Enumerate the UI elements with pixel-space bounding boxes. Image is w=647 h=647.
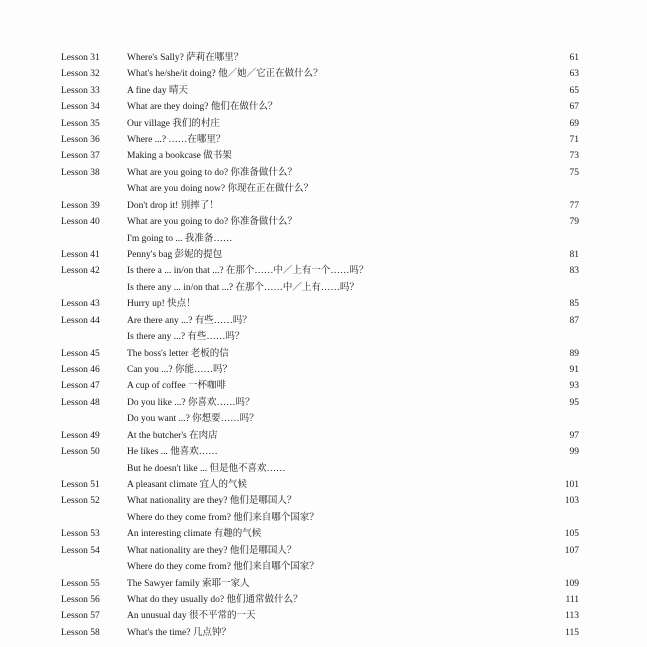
lesson-title: What are you doing now? 你现在正在做什么？ — [127, 184, 314, 194]
lesson-title: A fine day 晴天 — [127, 86, 188, 96]
lesson-number: Lesson 31 — [61, 53, 100, 63]
lesson-title: Where do they come from? 他们来自哪个国家？ — [127, 562, 319, 572]
toc-row — [0, 527, 647, 541]
lesson-number: Lesson 49 — [61, 431, 100, 441]
page-number: 81 — [569, 250, 579, 260]
lesson-number: Lesson 54 — [61, 546, 100, 556]
lesson-title: Where do they come from? 他们来自哪个国家？ — [127, 513, 319, 523]
toc-row — [0, 544, 647, 558]
toc-row — [0, 429, 647, 443]
page-number: 71 — [569, 135, 579, 145]
page-number: 77 — [569, 201, 579, 211]
page-number: 105 — [564, 529, 579, 539]
lesson-number: Lesson 53 — [61, 529, 100, 539]
lesson-number: Lesson 47 — [61, 381, 100, 391]
page-number: 83 — [569, 266, 579, 276]
lesson-number: Lesson 34 — [61, 102, 100, 112]
toc-row — [0, 314, 647, 328]
lesson-number: Lesson 38 — [61, 168, 100, 178]
lesson-title: The boss's letter 老板的信 — [127, 349, 229, 359]
lesson-title: Can you ...? 你能……吗？ — [127, 365, 233, 375]
toc-row — [0, 347, 647, 361]
page-number: 67 — [569, 102, 579, 112]
lesson-title: What are they doing? 他们在做什么？ — [127, 102, 278, 112]
lesson-number: Lesson 33 — [61, 86, 100, 96]
lesson-number: Lesson 58 — [61, 628, 100, 638]
page-number: 111 — [565, 595, 579, 605]
lesson-number: Lesson 45 — [61, 349, 100, 359]
lesson-title: Don't drop it! 别摔了！ — [127, 201, 219, 211]
lesson-title: Is there a ... in/on that ...? 在那个……中／上有一个……吗？ — [127, 266, 369, 276]
toc-row — [0, 117, 647, 131]
toc-row — [0, 396, 647, 410]
toc-row — [0, 330, 647, 344]
page-number: 115 — [565, 628, 579, 638]
lesson-title: Is there any ... in/on that ...? 在那个……中／上有……吗？ — [127, 283, 359, 293]
toc-row — [0, 297, 647, 311]
toc-row — [0, 100, 647, 114]
toc-row — [0, 248, 647, 262]
page-number: 85 — [569, 299, 579, 309]
page-number: 103 — [564, 496, 579, 506]
toc-row — [0, 626, 647, 640]
page-number: 93 — [569, 381, 579, 391]
page-number: 95 — [569, 398, 579, 408]
page-number: 63 — [569, 69, 579, 79]
page-number: 65 — [569, 86, 579, 96]
toc-row — [0, 462, 647, 476]
toc-row — [0, 264, 647, 278]
page-number: 73 — [569, 151, 579, 161]
page-number: 101 — [564, 480, 579, 490]
page-number: 107 — [564, 546, 579, 556]
toc-row — [0, 84, 647, 98]
page-number: 109 — [564, 579, 579, 589]
toc-row — [0, 166, 647, 180]
lesson-number: Lesson 51 — [61, 480, 100, 490]
lesson-number: Lesson 57 — [61, 611, 100, 621]
lesson-number: Lesson 55 — [61, 579, 100, 589]
lesson-number: Lesson 42 — [61, 266, 100, 276]
toc-row — [0, 412, 647, 426]
toc-row — [0, 232, 647, 246]
lesson-title: What's he/she/it doing? 他／她／它正在做什么？ — [127, 69, 323, 79]
lesson-title: Do you like ...? 你喜欢……吗？ — [127, 398, 255, 408]
lesson-title: The Sawyer family 索耶一家人 — [127, 579, 250, 589]
lesson-title: What do they usually do? 他们通常做什么？ — [127, 595, 303, 605]
page-number: 75 — [569, 168, 579, 178]
lesson-title: He likes ... 他喜欢…… — [127, 447, 218, 457]
toc-row — [0, 494, 647, 508]
lesson-number: Lesson 43 — [61, 299, 100, 309]
lesson-number: Lesson 32 — [61, 69, 100, 79]
page-number: 61 — [569, 53, 579, 63]
page-number: 91 — [569, 365, 579, 375]
toc-row — [0, 133, 647, 147]
toc-row — [0, 149, 647, 163]
toc-row — [0, 199, 647, 213]
toc-row — [0, 560, 647, 574]
lesson-title: An unusual day 很不平常的一天 — [127, 611, 256, 621]
lesson-title: Where's Sally? 萨莉在哪里？ — [127, 53, 244, 63]
lesson-number: Lesson 52 — [61, 496, 100, 506]
lesson-title: A pleasant climate 宜人的气候 — [127, 480, 248, 490]
page-number: 69 — [569, 119, 579, 129]
lesson-title: A cup of coffee 一杯咖啡 — [127, 381, 227, 391]
lesson-number: Lesson 37 — [61, 151, 100, 161]
lesson-title: Hurry up! 快点！ — [127, 299, 196, 309]
toc-row — [0, 182, 647, 196]
lesson-title: An interesting climate 有趣的气候 — [127, 529, 262, 539]
lesson-number: Lesson 40 — [61, 217, 100, 227]
lesson-title: Do you want ...? 你想要……吗？ — [127, 414, 259, 424]
lesson-title: What are you going to do? 你准备做什么？ — [127, 168, 297, 178]
lesson-number: Lesson 46 — [61, 365, 100, 375]
lesson-title: What are you going to do? 你准备做什么？ — [127, 217, 297, 227]
page-number: 89 — [569, 349, 579, 359]
toc-row — [0, 363, 647, 377]
lesson-title: Are there any ...? 有些……吗？ — [127, 316, 252, 326]
toc-row — [0, 593, 647, 607]
toc-row — [0, 478, 647, 492]
lesson-title: I'm going to ... 我准备…… — [127, 234, 233, 244]
lesson-number: Lesson 56 — [61, 595, 100, 605]
lesson-title: Is there any ...? 有些……吗？ — [127, 332, 245, 342]
toc-row — [0, 511, 647, 525]
toc-row — [0, 609, 647, 623]
lesson-number: Lesson 39 — [61, 201, 100, 211]
lesson-number: Lesson 35 — [61, 119, 100, 129]
lesson-title: At the butcher's 在肉店 — [127, 431, 218, 441]
page-number: 113 — [565, 611, 579, 621]
toc-row — [0, 51, 647, 65]
lesson-title: Where ...? ……在哪里？ — [127, 135, 226, 145]
lesson-number: Lesson 41 — [61, 250, 100, 260]
lesson-title: Our village 我们的村庄 — [127, 119, 220, 129]
page-number: 97 — [569, 431, 579, 441]
toc-row — [0, 67, 647, 81]
lesson-title: But he doesn't like ... 但是他不喜欢…… — [127, 464, 286, 474]
lesson-title: What nationality are they? 他们是哪国人？ — [127, 496, 297, 506]
toc-row — [0, 281, 647, 295]
page-number: 99 — [569, 447, 579, 457]
lesson-title: What's the time? 几点钟？ — [127, 628, 231, 638]
lesson-number: Lesson 36 — [61, 135, 100, 145]
page-number: 87 — [569, 316, 579, 326]
page-number: 79 — [569, 217, 579, 227]
lesson-title: Penny's bag 彭妮的提包 — [127, 250, 223, 260]
lesson-number: Lesson 44 — [61, 316, 100, 326]
lesson-number: Lesson 50 — [61, 447, 100, 457]
toc-row — [0, 215, 647, 229]
toc-row — [0, 445, 647, 459]
lesson-title: What nationality are they? 他们是哪国人？ — [127, 546, 297, 556]
lesson-number: Lesson 48 — [61, 398, 100, 408]
lesson-title: Making a bookcase 做书架 — [127, 151, 232, 161]
toc-row — [0, 577, 647, 591]
toc-row — [0, 379, 647, 393]
